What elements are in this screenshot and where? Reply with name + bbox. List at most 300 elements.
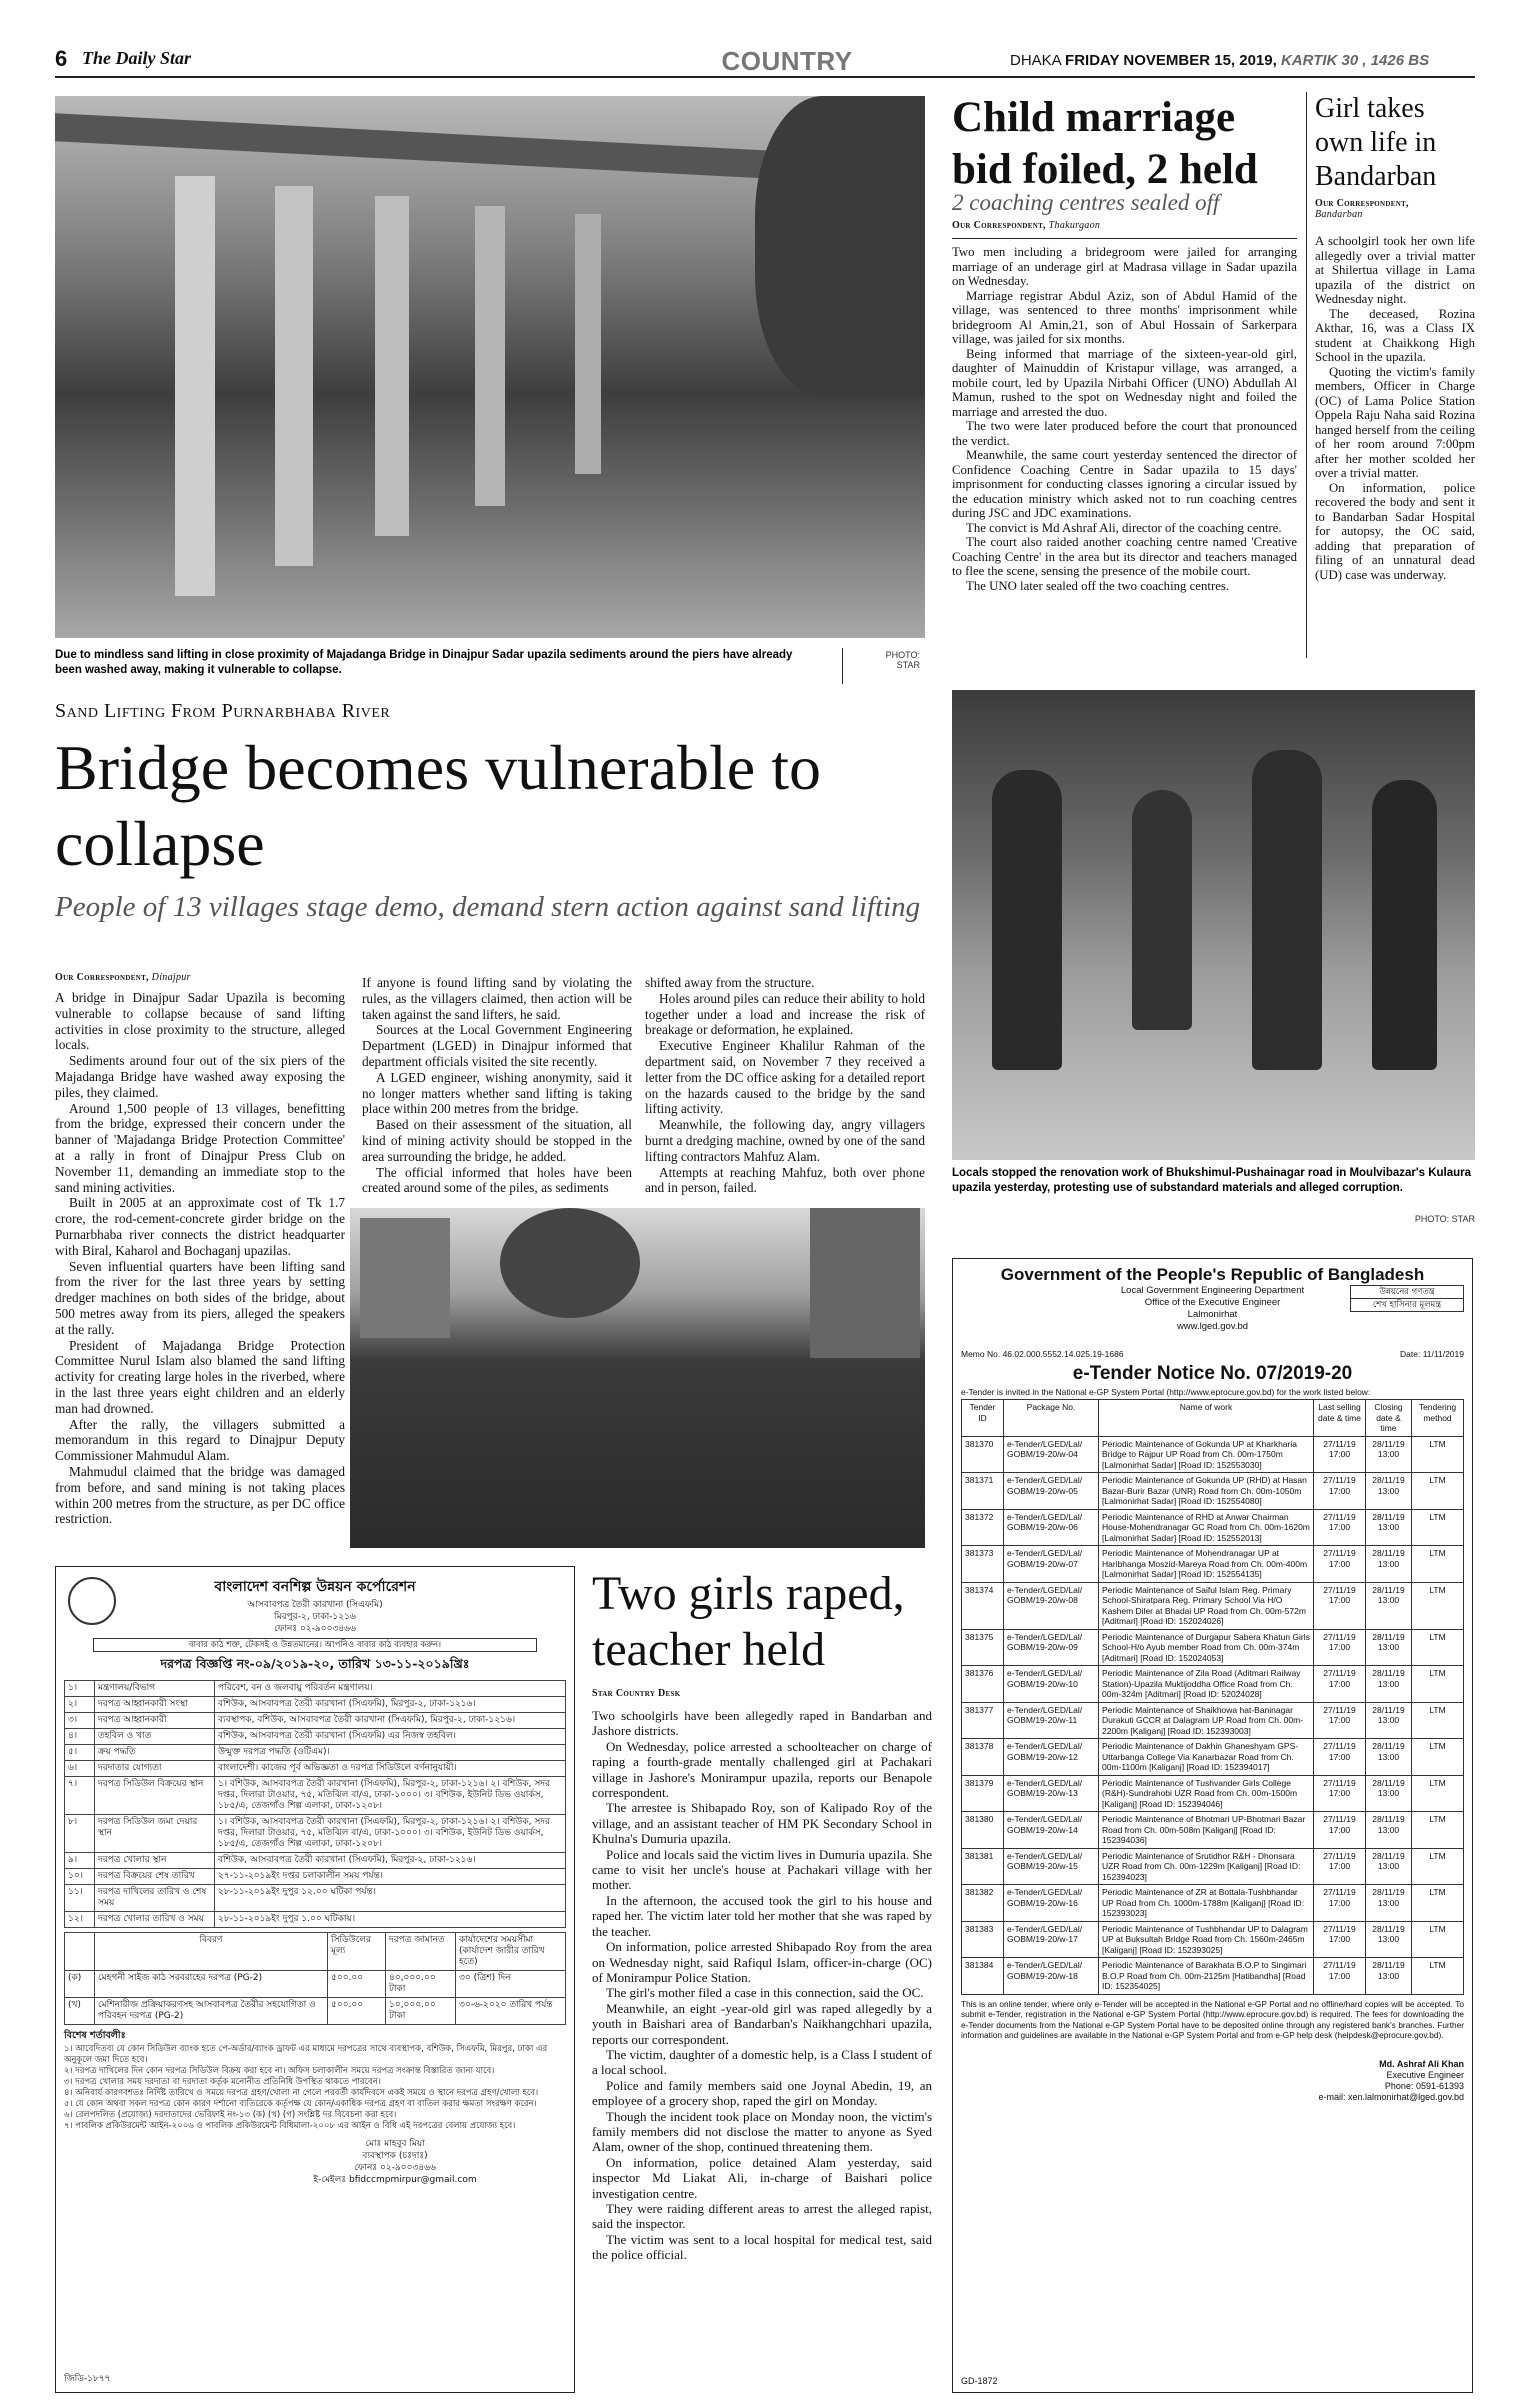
package-cell: e-Tender/LGED/Lal/ GOBM/19-20/w-06 bbox=[1004, 1509, 1099, 1546]
bfidc-term-item: ৩। দরপত্র খোলার সময় দরদাতা বা দরদাতা কর্তৃক মনোনীত প্রতিনিধি উপস্থিত থাকতে পারবেন। bbox=[64, 2077, 381, 2087]
dateline-date: FRIDAY NOVEMBER 15, 2019, bbox=[1065, 52, 1277, 69]
person-figure bbox=[1132, 790, 1192, 1030]
selling-date-cell: 27/11/19 17:00 bbox=[1314, 1775, 1366, 1812]
byline-place: Dinajpur bbox=[151, 972, 191, 983]
two-girls-headline: Two girls raped, teacher held bbox=[592, 1567, 905, 1676]
paragraph: Holes around piles can reduce their ability to hold together under a load and increase the risk of breakage or deformation, he explained. bbox=[645, 990, 925, 1038]
closing-date-cell: 28/11/19 13:00 bbox=[1366, 1546, 1412, 1583]
paragraph: The official informed that holes have been created around some of the piles, as sediments bbox=[362, 1164, 632, 1196]
serial-cell: ১০। bbox=[65, 1869, 95, 1885]
serial-cell: ২। bbox=[65, 1697, 95, 1713]
work-name-cell: Periodic Maintenance of RHD at Anwar Chairman House-Mohendranagar GC Road from Ch. 00m-1620m [Lalmonirhat Sadar] [Road ID: 152552013] bbox=[1099, 1509, 1314, 1546]
closing-date-cell: 28/11/19 13:00 bbox=[1366, 1885, 1412, 1922]
person-figure bbox=[992, 770, 1062, 1070]
method-cell: LTM bbox=[1412, 1436, 1464, 1473]
deadline-cell: ৩০-৬-২০২০ তারিখ পর্যন্ত bbox=[456, 1998, 566, 2025]
paragraph: Two schoolgirls have been allegedly raped in Bandarban and Jashore districts. bbox=[592, 1708, 932, 1739]
serial-cell: ৮। bbox=[65, 1815, 95, 1853]
selling-date-cell: 27/11/19 17:00 bbox=[1314, 1958, 1366, 1995]
bfidc-gd-number: জিডি-১৮৭৭ bbox=[64, 2374, 111, 2384]
paragraph: Seven influential quarters have been lifting sand from the river for the last three years by setting dredger machines on both sides of the bridge, about 500 metres away from its piers, alleged the speakers at the rally. bbox=[55, 1258, 345, 1337]
column-header: Tendering method bbox=[1412, 1400, 1464, 1437]
serial-cell: ১। bbox=[65, 1681, 95, 1697]
paragraph: After the rally, the villagers submitted a memorandum in this regard to Dinajpur Deputy Commissioner Mahmudul Alam. bbox=[55, 1416, 345, 1464]
paragraph: A bridge in Dinajpur Sadar Upazila is becoming vulnerable to collapse because of sand lifting activities in close proximity to the structure, alleged locals. bbox=[55, 990, 345, 1053]
package-cell: e-Tender/LGED/Lal/ GOBM/19-20/w-14 bbox=[1004, 1812, 1099, 1849]
paragraph: Sources at the Local Government Engineering Department (LGED) in Dinajpur informed that department officials visited the site recently. bbox=[362, 1022, 632, 1069]
tender-table-row bbox=[962, 1885, 1464, 1922]
paragraph: A LGED engineer, wishing anonymity, said it no longer matters whether sand lifting is taking place within 200 metres from the bridge. bbox=[362, 1069, 632, 1117]
paragraph: The court also raided another coaching centre named 'Creative Coaching Centre' in the area but its director and teachers managed to flee the scene, sensing the presence of the mobile court. bbox=[952, 535, 1297, 578]
building bbox=[810, 1208, 920, 1358]
paragraph: Sediments around four out of the six piers of the Majadanga Bridge have washed away exposing the piles, they claimed. bbox=[55, 1053, 345, 1100]
bfidc-sub2: মিরপুর-২, ঢাকা-১২১৬ bbox=[274, 1612, 356, 1622]
page-number: 6 bbox=[55, 46, 68, 71]
field-value-cell: বাংলাদেশী। কাজের পূর্ব অভিজ্ঞতা ও দরপত্র সিডিউলে বর্ণনানুযায়ী। bbox=[215, 1761, 566, 1777]
tender-table bbox=[961, 1399, 1464, 1995]
bfidc-term-item: ১। আবেদিতব্য যে কোন সিডিউল ব্যাংক হতে পে-অর্ডার/ব্যাংক ড্রাফট এর মাধ্যমে দরপত্রের সাথে ব্যবস্থাপক, বশিউক, সিএফমি, মিরপুর, ঢাকা এর অনুকূলে জমা দিতে হবে। bbox=[64, 2044, 548, 2065]
caption-divider bbox=[842, 648, 843, 684]
package-cell: e-Tender/LGED/Lal/ GOBM/19-20/w-10 bbox=[1004, 1666, 1099, 1703]
paragraph: On Wednesday, police arrested a schoolteacher on charge of raping a fourth-grade mentally challenged girl at Pachakari village in Jashore's Monirampur upazila, reports our Benapole correspondent. bbox=[592, 1738, 932, 1801]
bfidc-info-row bbox=[65, 1885, 566, 1912]
tender-gov-title: Government of the People's Republic of Bangladesh bbox=[1000, 1265, 1425, 1284]
bridge-pier bbox=[475, 206, 505, 506]
closing-date-cell: 28/11/19 13:00 bbox=[1366, 1509, 1412, 1546]
paragraph: Being informed that marriage of the sixteen-year-old girl, daughter of Mainuddin of Kristapur village, was arranged, a mobile court, led by Upazila Nirbahi Officer (UNO) Abdullah Al Mamun, rushed to the spot on Wednesday night and foiled the marriage and arrested the duo. bbox=[952, 346, 1297, 419]
child-marriage-body bbox=[952, 245, 1297, 593]
tender-id-cell: 381382 bbox=[962, 1885, 1004, 1922]
bridge-col-3 bbox=[645, 975, 925, 1196]
bridge-pier bbox=[175, 176, 215, 596]
paragraph: shifted away from the structure. bbox=[645, 975, 815, 990]
selling-date-cell: 27/11/19 17:00 bbox=[1314, 1739, 1366, 1776]
bridge-byline bbox=[55, 972, 191, 983]
girl-life-byline bbox=[1315, 198, 1475, 220]
field-label-cell: ক্রয় পদ্ধতি bbox=[95, 1745, 215, 1761]
paragraph: Quoting the victim's family members, Officer in Charge (OC) of Lama Police Station Oppela Raju Naha said Rozina hanged herself from the ceiling of her room around 7:00pm after her mother scolded her over a trivial matter. bbox=[1315, 364, 1475, 480]
work-name-cell: Periodic Maintenance of Shaikhowa hat-Baninagar Durakuti GCCR at Dalagram UP Road from Ch. 00m-2200m [Kaliganj] [Road ID: 152393003] bbox=[1099, 1702, 1314, 1739]
bfidc-signer: মোঃ মাহবুব মিয়া bbox=[365, 2139, 425, 2149]
tender-table-row bbox=[962, 1921, 1464, 1958]
selling-date-cell: 27/11/19 17:00 bbox=[1314, 1812, 1366, 1849]
tender-id-cell: 381377 bbox=[962, 1702, 1004, 1739]
paragraph: In the afternoon, the accused took the girl to his house and raped her. The victim later told her mother that she was raped by the teacher. bbox=[592, 1892, 932, 1939]
work-name-cell: Periodic Maintenance of Barakhata B.O.P to Singimari B.O.P Road from Ch. 00m-2125m [Hatibandha] [Road ID: 152354025] bbox=[1099, 1958, 1314, 1995]
method-cell: LTM bbox=[1412, 1546, 1464, 1583]
paragraph: Meanwhile, the following day, angry villagers burnt a dredging machine, owned by one of the sand lifting contractors Mahfuz Alam. bbox=[645, 1117, 925, 1164]
byline-place: Bandarban bbox=[1315, 209, 1363, 220]
bridge-headline: Bridge becomes vulnerable to collapse bbox=[55, 732, 821, 879]
masthead-rule bbox=[55, 76, 1475, 78]
package-cell: e-Tender/LGED/Lal/ GOBM/19-20/w-11 bbox=[1004, 1702, 1099, 1739]
tender-note: This is an online tender, where only e-Tender will be accepted in the National e-GP Portal and no offline/hard copies will be accepted. To submit e-Tender, registration in the National e-GP System Portal (http://www.eprocure.gov.bd) is required. The fees for downloading the e-Tender documents from the National e-GP System Portal have to be deposited online through any registered bank's branches. Further information and guidelines are available in the National e-GP System Portal and from e-GP help desk (helpdesk@eprocure.gov.bd). bbox=[961, 1998, 1464, 2040]
work-name-cell: Periodic Maintenance of Tushbhandar UP to Dalagram UP at Buksultah Bridge Road from Ch. 1560m-2465m [Kaliganj] [Road ID: 152393025] bbox=[1099, 1921, 1314, 1958]
closing-date-cell: 28/11/19 13:00 bbox=[1366, 1739, 1412, 1776]
work-name-cell: Periodic Maintenance of Mohendranagar UP at Haribhanga Moszid-Mareya Road from Ch. 00m-400m [Lalmonirhat Sadar] [Road ID: 152554135] bbox=[1099, 1546, 1314, 1583]
paragraph: The arrestee is Shibapado Roy, son of Kalipado Roy of the village, and an assistant teacher of HM PK Secondary School in Khulna's Dumuria upazila. bbox=[592, 1800, 932, 1847]
paragraph: Meanwhile, the same court yesterday sentenced the director of Confidence Coaching Centre in Sadar upazila to 15 days' imprisonment for conducting classes ignoring a circular issued by the education ministry which asked not to run coaching centres during JSC and JDC examinations. bbox=[952, 448, 1297, 520]
field-value-cell: বশিউক, আসবাবপত্র তৈরী কারখানা (সিএফমি), মিরপুর-২, ঢাকা-১২১৬। bbox=[215, 1697, 566, 1713]
bfidc-info-row bbox=[65, 1697, 566, 1713]
method-cell: LTM bbox=[1412, 1473, 1464, 1510]
paragraph: A schoolgirl took her own life allegedly over a trivial matter at Shilertua village in Lama upazila of the district on Wednesday night. bbox=[1315, 234, 1475, 306]
tender-place: Lalmonirhat bbox=[1187, 1309, 1238, 1320]
package-cell: e-Tender/LGED/Lal/ GOBM/19-20/w-05 bbox=[1004, 1473, 1099, 1510]
child-marriage-byline bbox=[952, 220, 1100, 231]
paragraph: On information, police detained Alam yesterday, said inspector Md Liakat Ali, in-charge of Baishari police investigation centre. bbox=[592, 2154, 932, 2201]
serial-cell: ৯। bbox=[65, 1853, 95, 1869]
bfidc-info-row bbox=[65, 1681, 566, 1697]
bfidc-info-row bbox=[65, 1815, 566, 1853]
tender-id-cell: 381371 bbox=[962, 1473, 1004, 1510]
tender-memo: Memo No. 46.02.000.5552.14.025.19-1686 bbox=[961, 1349, 1124, 1359]
tender-table-row bbox=[962, 1848, 1464, 1885]
method-cell: LTM bbox=[1412, 1666, 1464, 1703]
tender-id-cell: 381370 bbox=[962, 1436, 1004, 1473]
bfidc-work-row bbox=[65, 1998, 566, 2025]
closing-date-cell: 28/11/19 13:00 bbox=[1366, 1921, 1412, 1958]
bridge-pier bbox=[575, 214, 601, 474]
slogan-line-1: উন্নয়নের গণতন্ত্র bbox=[1379, 1287, 1435, 1297]
byline-label: Our Correspondent, bbox=[55, 972, 149, 983]
method-cell: LTM bbox=[1412, 1702, 1464, 1739]
tender-table-row bbox=[962, 1812, 1464, 1849]
serial-cell: ৭। bbox=[65, 1777, 95, 1815]
tender-slogan-box bbox=[1350, 1285, 1464, 1312]
tender-id-cell: 381376 bbox=[962, 1666, 1004, 1703]
selling-date-cell: 27/11/19 17:00 bbox=[1314, 1546, 1366, 1583]
closing-date-cell: 28/11/19 13:00 bbox=[1366, 1702, 1412, 1739]
bfidc-term-item: ৪। অনিবার্য কারণবশতঃ নির্দিষ্ট তারিখে ও সময়ে দরপত্র গ্রহণ/খোলা না গেলে পরবর্তী কার্যদিবসে একই সময়ে ও স্থানে দরপত্র গ্রহণ/খোলা হবে। bbox=[64, 2088, 539, 2098]
serial-cell: (ক) bbox=[65, 1971, 95, 1998]
field-label-cell: দরপত্র বিক্রয়ের শেষ তারিখ bbox=[95, 1869, 215, 1885]
column-rule bbox=[1306, 92, 1307, 658]
bfidc-info-row bbox=[65, 1713, 566, 1729]
closing-date-cell: 28/11/19 13:00 bbox=[1366, 1812, 1412, 1849]
tender-id-cell: 381380 bbox=[962, 1812, 1004, 1849]
column-header: Closing date & time bbox=[1366, 1400, 1412, 1437]
byline-label: Our Correspondent, bbox=[1315, 198, 1409, 209]
field-label-cell: দরপত্র আহ্বানকারী bbox=[95, 1713, 215, 1729]
bfidc-info-row bbox=[65, 1761, 566, 1777]
field-value-cell: ব্যবস্থাপক, বশিউক, আসবাবপত্র তৈরী কারখানা (সিএফমি), মিরপুর-২, ঢাকা-১২১৬। bbox=[215, 1713, 566, 1729]
bridge-col-2 bbox=[362, 975, 632, 1196]
tender-table-row bbox=[962, 1629, 1464, 1666]
work-name-cell: Periodic Maintenance of Saiful Islam Reg. Primary School-Shiratpara Reg. Primary School Via H/O Kashem Diler at Bhadai UP Road from Ch. 00m-572m [Aditmari] [Road ID: 152024026] bbox=[1099, 1582, 1314, 1629]
dateline bbox=[1010, 52, 1429, 69]
method-cell: LTM bbox=[1412, 1921, 1464, 1958]
package-cell: e-Tender/LGED/Lal/ GOBM/19-20/w-12 bbox=[1004, 1739, 1099, 1776]
tender-table-row bbox=[962, 1666, 1464, 1703]
package-cell: e-Tender/LGED/Lal/ GOBM/19-20/w-16 bbox=[1004, 1885, 1099, 1922]
serial-cell: ৪। bbox=[65, 1729, 95, 1745]
closing-date-cell: 28/11/19 13:00 bbox=[1366, 1958, 1412, 1995]
paragraph: Executive Engineer Khalilur Rahman of the department said, on November 7 they received a letter from the DC office asking for a detailed report on the hazards caused to the bridge by the sand lifting activity. bbox=[645, 1038, 925, 1117]
bridge-subhead: People of 13 villages stage demo, demand stern action against sand lifting bbox=[55, 891, 921, 923]
serial-cell: ৩। bbox=[65, 1713, 95, 1729]
selling-date-cell: 27/11/19 17:00 bbox=[1314, 1666, 1366, 1703]
field-label-cell: দরপত্র খোলার তারিখ ও সময় bbox=[95, 1912, 215, 1928]
works-header bbox=[65, 1933, 566, 1971]
package-cell: e-Tender/LGED/Lal/ GOBM/19-20/w-04 bbox=[1004, 1436, 1099, 1473]
paragraph: Based on their assessment of the situation, all kind of mining activity should be stopped in the area surrounding the bridge, he added. bbox=[362, 1117, 632, 1164]
tender-table-row bbox=[962, 1702, 1464, 1739]
bfidc-term-item: ২। দরপত্র দাখিলের দিন কোন দরপত্র সিডিউল বিক্রয় করা হবে না। অফিস চলাকালীন সময়ে দরপত্র সংক্রান্ত বিস্তারিত জানা যাবে। bbox=[64, 2066, 495, 2076]
girl-life-headline: Girl takes own life in Bandarban bbox=[1315, 93, 1437, 192]
method-cell: LTM bbox=[1412, 1848, 1464, 1885]
tender-id-cell: 381378 bbox=[962, 1739, 1004, 1776]
person-figure bbox=[1252, 750, 1322, 1070]
bridge-kicker: Sand Lifting From Purnarbhaba River bbox=[55, 700, 391, 722]
bfidc-term-item: ৬। রেলপদলিত (প্রযোজ্য) দরদাতাদের ভেরিফাই নং-১৩ (ক) (খ) (গ) সংশ্লিষ্ট দর বিবেচনা করা হবে। bbox=[64, 2110, 397, 2120]
paragraph: The deceased, Rozina Akthar, 16, was a Class IX student at Chaikkong High School in the upazila. bbox=[1315, 306, 1475, 364]
bridge-photo bbox=[55, 96, 925, 638]
security-cell: ১০,০০০.০০ টাকা bbox=[386, 1998, 456, 2025]
schedule-price-cell: ৫০০.০০ bbox=[328, 1971, 386, 1998]
bfidc-logo bbox=[68, 1577, 116, 1625]
paragraph: The victim was sent to a local hospital for medical test, said the police official. bbox=[592, 2231, 932, 2263]
paragraph: Built in 2005 at an approximate cost of Tk 1.7 crore, the rod-cement-concrete girder bridge on the Purnarbhaba river connects the district headquarter with Biral, Kaharol and Bochaganj upazilas. bbox=[55, 1195, 345, 1258]
road-protest-photo bbox=[952, 690, 1475, 1160]
closing-date-cell: 28/11/19 13:00 bbox=[1366, 1775, 1412, 1812]
field-label-cell: দরপত্র আহ্বানকারী সংস্থা bbox=[95, 1697, 215, 1713]
field-value-cell: ১। বশিউক, আসবাবপত্র তৈরী কারখানা (সিএফমি), মিরপুর-২, ঢাকা-১২১৬। ২। বশিউক, সদর দপ্তর, দিলারা টাওয়ার, ৭৫, মতিঝিল বা/এ, ঢাকা-১০০০। ৩। বশিউক, ইউনিট ডিভ ওয়ার্কস, ১৮৫/এ, তেজগাঁও শিল্প এলাকা, ঢাকা-১২০৮। bbox=[215, 1777, 566, 1815]
tender-gd-number: GD-1872 bbox=[961, 2376, 998, 2386]
method-cell: LTM bbox=[1412, 1739, 1464, 1776]
bfidc-sub3: ফোনঃ ০২-৯০০৩৪৬৬ bbox=[274, 1624, 356, 1634]
tender-table-row bbox=[962, 1509, 1464, 1546]
section-name: COUNTRY bbox=[721, 46, 853, 76]
tender-table-row bbox=[962, 1739, 1464, 1776]
bfidc-works-table bbox=[64, 1932, 566, 2025]
tender-id-cell: 381372 bbox=[962, 1509, 1004, 1546]
byline-place: Thakurgaon bbox=[1048, 220, 1101, 231]
tree bbox=[500, 1208, 640, 1318]
paragraph: They were raiding different areas to arrest the alleged rapist, said the inspector. bbox=[592, 2201, 932, 2232]
paragraph: Marriage registrar Abdul Aziz, son of Abdul Hamid of the village, was sentenced to three months' imprisonment while bridegroom Al Amin,21, son of Abul Hossain of Sarkerpara village, was jailed for six months. bbox=[952, 288, 1297, 346]
closing-date-cell: 28/11/19 13:00 bbox=[1366, 1666, 1412, 1703]
selling-date-cell: 27/11/19 17:00 bbox=[1314, 1885, 1366, 1922]
selling-date-cell: 27/11/19 17:00 bbox=[1314, 1582, 1366, 1629]
serial-cell: ১১। bbox=[65, 1885, 95, 1912]
work-name-cell: Periodic Maintenance of Bhotmari UP-Bhotmari Bazar Road from Ch. 00m-508m [Kaliganj] [Road ID: 152394036] bbox=[1099, 1812, 1314, 1849]
bfidc-info-row bbox=[65, 1729, 566, 1745]
serial-cell: ৫। bbox=[65, 1745, 95, 1761]
tender-phone: Phone: 0591-61393 bbox=[1384, 2080, 1464, 2091]
package-cell: e-Tender/LGED/Lal/ GOBM/19-20/w-17 bbox=[1004, 1921, 1099, 1958]
tender-table-row bbox=[962, 1436, 1464, 1473]
selling-date-cell: 27/11/19 17:00 bbox=[1314, 1509, 1366, 1546]
deadline-cell: ৩০ (ত্রিশ) দিন bbox=[456, 1971, 566, 1998]
selling-date-cell: 27/11/19 17:00 bbox=[1314, 1848, 1366, 1885]
tender-signer: Md. Ashraf Ali Khan bbox=[1379, 2058, 1464, 2069]
paragraph: Around 1,500 people of 13 villages, benefitting from the bridge, expressed their concern under the banner of 'Majadanga Bridge Protection Committee' at a rally in front of Dinajpur Press Club on November 11, demanding an immediate stop to the sand mining activities. bbox=[55, 1100, 345, 1195]
work-name-cell: Periodic Maintenance of Srutidhor R&H - Dhonsara UZR Road from Ch. 00m-1229m [Kaliganj] [Road ID: 152394023] bbox=[1099, 1848, 1314, 1885]
two-girls-byline: Star Country Desk bbox=[592, 1688, 681, 1699]
selling-date-cell: 27/11/19 17:00 bbox=[1314, 1702, 1366, 1739]
work-name-cell: Periodic Maintenance of Durgapur Sabera Khatun Girls School-H/o Ayub member Road from Ch. 00m-374m [Aditmari] [Road ID: 152024053] bbox=[1099, 1629, 1314, 1666]
tender-website: www.lged.gov.bd bbox=[1176, 1321, 1249, 1332]
tender-email: e-mail: xen.lalmonirhat@lged.gov.bd bbox=[1318, 2091, 1464, 2102]
field-value-cell: ১। বশিউক, আসবাবপত্র তৈরী কারখানা (সিএফমি), মিরপুর-২, ঢাকা-১২১৬। ২। বশিউক, সদর দপ্তর, দিলারা টাওয়ার, ৭৫, মতিঝিল বা/এ, ঢাকা-১০০০। ৩। বশিউক, ইউনিট ডিভ ওয়ার্কস, ১৮৫/এ, তেজগাঁও শিল্প এলাকা, ঢাকা-১২০৮। bbox=[215, 1815, 566, 1853]
tender-id-cell: 381374 bbox=[962, 1582, 1004, 1629]
tender-table-row bbox=[962, 1546, 1464, 1583]
bfidc-email: ই-মেইলঃ bfidccmpmirpur@gmail.com bbox=[313, 2175, 477, 2185]
method-cell: LTM bbox=[1412, 1885, 1464, 1922]
paragraph: Meanwhile, an eight -year-old girl was raped allegedly by a youth in Baishari area of Bandarban's Naikhangchhari upazila, reports our correspondent. bbox=[592, 2000, 932, 2047]
field-label-cell: তহবিল ও খাত bbox=[95, 1729, 215, 1745]
field-value-cell: ২৮-১১-২০১৯ইং দুপুর ১.০০ ঘটিকায়। bbox=[215, 1912, 566, 1928]
closing-date-cell: 28/11/19 13:00 bbox=[1366, 1848, 1412, 1885]
column-header bbox=[65, 1933, 95, 1971]
bridge-photo-caption: Due to mindless sand lifting in close proximity of Majadanga Bridge in Dinajpur Sadar upazila sediments around the piers have already been washed away, making it vulnerable to collapse. bbox=[55, 649, 793, 676]
paragraph: The convict is Md Ashraf Ali, director of the coaching centre. bbox=[966, 520, 1282, 535]
tender-id-cell: 381375 bbox=[962, 1629, 1004, 1666]
tender-date: Date: 11/11/2019 bbox=[1400, 1349, 1464, 1359]
method-cell: LTM bbox=[1412, 1629, 1464, 1666]
bfidc-info-row bbox=[65, 1869, 566, 1885]
work-name-cell: Periodic Maintenance of ZR at Bottala-Tushbhandar UP Road from Ch. 1000m-1788m [Kaliganj] [Road ID: 152393023] bbox=[1099, 1885, 1314, 1922]
bridge-photo-credit: PHOTO: STAR bbox=[885, 650, 920, 670]
paragraph: Attempts at reaching Mahfuz, both over phone and in person, failed. bbox=[645, 1164, 925, 1196]
tree-cluster bbox=[755, 96, 925, 396]
package-cell: e-Tender/LGED/Lal/ GOBM/19-20/w-08 bbox=[1004, 1582, 1099, 1629]
work-name-cell: Periodic Maintenance of Gokunda UP (RHD) at Hasan Bazar-Burir Bazar (UNR) Road from Ch. 00m-1050m [Lalmonirhat Sadar] [Road ID: 152554080] bbox=[1099, 1473, 1314, 1510]
bridge-pier bbox=[275, 186, 313, 566]
bfidc-work-row bbox=[65, 1971, 566, 1998]
bfidc-terms bbox=[64, 2044, 566, 2132]
tender-id-cell: 381379 bbox=[962, 1775, 1004, 1812]
paragraph: On information, police recovered the body and sent it to Bandarban Sadar Hospital for autopsy, the OC said, adding that preparation of filing of an unnatural dead (UD) case was underway. bbox=[1315, 480, 1475, 582]
paragraph: Two men including a bridegroom were jailed for arranging marriage of an underage girl at Madrasa village in Sadar upazila on Wednesday. bbox=[952, 245, 1297, 288]
field-label-cell: দরপত্র খোলার স্থান bbox=[95, 1853, 215, 1869]
paragraph: The girl's mother filed a case in this connection, said the OC. bbox=[606, 1985, 924, 2001]
package-cell: e-Tender/LGED/Lal/ GOBM/19-20/w-15 bbox=[1004, 1848, 1099, 1885]
column-header: সিডিউলের মূল্য bbox=[328, 1933, 386, 1971]
bfidc-info-row bbox=[65, 1745, 566, 1761]
column-header: Tender ID bbox=[962, 1400, 1004, 1437]
lged-tender-ad bbox=[952, 1258, 1473, 2393]
closing-date-cell: 28/11/19 13:00 bbox=[1366, 1629, 1412, 1666]
serial-cell: (খ) bbox=[65, 1998, 95, 2025]
person-figure bbox=[1372, 780, 1437, 1070]
field-value-cell: ২৮-১১-২০১৯ইং দুপুর ১২.০০ ঘটিকা পর্যন্ত। bbox=[215, 1885, 566, 1912]
column-header: Last selling date & time bbox=[1314, 1400, 1366, 1437]
field-label-cell: দরদাতার যোগ্যতা bbox=[95, 1761, 215, 1777]
field-label-cell: দরপত্র দাখিলের তারিখ ও শেষ সময় bbox=[95, 1885, 215, 1912]
tender-id-cell: 381373 bbox=[962, 1546, 1004, 1583]
method-cell: LTM bbox=[1412, 1509, 1464, 1546]
child-marriage-headline: Child marriage bid foiled, 2 held bbox=[952, 94, 1258, 193]
tender-notice-title: e-Tender Notice No. 07/2019-20 bbox=[1072, 1363, 1353, 1384]
tender-table-row bbox=[962, 1958, 1464, 1995]
paragraph: Though the incident took place on Monday noon, the victim's family members did not disclose the matter to anyone as Syed Alam, owner of the shop, continued threatening them. bbox=[592, 2108, 932, 2155]
selling-date-cell: 27/11/19 17:00 bbox=[1314, 1473, 1366, 1510]
package-cell: e-Tender/LGED/Lal/ GOBM/19-20/w-13 bbox=[1004, 1775, 1099, 1812]
column-header: কার্যাদেশের সময়সীমা (কার্যাদেশ জারীর তারিখ হতে) bbox=[456, 1933, 566, 1971]
road-photo-caption: Locals stopped the renovation work of Bhukshimul-Pushainagar road in Moulvibazar's Kulaura upazila yesterday, protesting use of substandard materials and alleged corruption. bbox=[952, 1167, 1472, 1194]
tender-dept: Local Government Engineering Department bbox=[1120, 1285, 1305, 1296]
tender-intro: e-Tender is invited in the National e-GP System Portal (http://www.eprocure.gov.bd) for the work listed below: bbox=[961, 1387, 1371, 1397]
bfidc-term-item: ৫। যে কোন অথবা সকল দরপত্র কোন কারণ দর্শানো ব্যতিরেকে কর্তৃপক্ষ যে কোন/একাধিক দরপত্র গ্রহণ বা বাতিল করার ক্ষমতা সংরক্ষণ করেন। bbox=[64, 2099, 537, 2109]
bfidc-sub1: আসবাবপত্র তৈরী কারখানা (সিএফমি) bbox=[247, 1600, 383, 1610]
package-cell: e-Tender/LGED/Lal/ GOBM/19-20/w-09 bbox=[1004, 1629, 1099, 1666]
story-divider bbox=[952, 238, 1297, 239]
field-label-cell: দরপত্র সিডিউল জমা দেয়ার স্থান bbox=[95, 1815, 215, 1853]
tender-id-cell: 381384 bbox=[962, 1958, 1004, 1995]
bfidc-info-row bbox=[65, 1912, 566, 1928]
tender-signer-title: Executive Engineer bbox=[1386, 2069, 1464, 2080]
selling-date-cell: 27/11/19 17:00 bbox=[1314, 1436, 1366, 1473]
bfidc-term-item: ৭। পাবলিক প্রকিউরমেন্ট আইন-২০০৬ ও পাবলিক প্রকিউরমেন্ট বিধিমালা-২০০৮ এর আইন ও বিধি এই দরপত্রের বেলায় প্রযোজ্য হবে। bbox=[64, 2121, 516, 2131]
paragraph: The two were later produced before the court that pronounced the verdict. bbox=[952, 419, 1297, 448]
work-name-cell: Periodic Maintenance of Tushvander Girls College (R&H)-Sundrahobi UZR Road from Ch. 00m-1500m [Kaliganj] [Road ID: 152394046] bbox=[1099, 1775, 1314, 1812]
bridge-pier bbox=[375, 196, 409, 536]
tender-table-row bbox=[962, 1775, 1464, 1812]
column-header: বিবরণ bbox=[95, 1933, 328, 1971]
bfidc-info-row bbox=[65, 1853, 566, 1869]
work-name-cell: Periodic Maintenance of Gokunda UP at Kharkharia Bridge to Rajpur UP Road from Ch. 00m-1750m [Lalmonirhat Sadar] [Road ID: 152553030] bbox=[1099, 1436, 1314, 1473]
paragraph: Police and locals said the victim lives in Dumuria upazila. She came to visit her uncle's house at Pachakari village with her mother. bbox=[592, 1846, 932, 1893]
child-marriage-subhead: 2 coaching centres sealed off bbox=[952, 190, 1220, 215]
paragraph: On information, police arrested Shibapado Roy from the area on Wednesday night, said Rafiqul Islam, officer-in-charge (OC) of Monirampur Police Station. bbox=[592, 1939, 932, 1985]
work-desc-cell: মেহগনী সাইজ কাঠ সরবরাহের দরপত্র (PG-2) bbox=[95, 1971, 328, 1998]
bfidc-tender-ad bbox=[55, 1566, 575, 2393]
paragraph: The UNO later sealed off the two coaching centres. bbox=[966, 578, 1230, 593]
tender-id-cell: 381381 bbox=[962, 1848, 1004, 1885]
schedule-price-cell: ৫০০.০০ bbox=[328, 1998, 386, 2025]
package-cell: e-Tender/LGED/Lal/ GOBM/19-20/w-07 bbox=[1004, 1546, 1099, 1583]
field-value-cell: বশিউক, আসবাবপত্র তৈরী কারখানা (সিএফমি) এর নিজস্ব তহবিল। bbox=[215, 1729, 566, 1745]
method-cell: LTM bbox=[1412, 1812, 1464, 1849]
field-label-cell: দরপত্র সিডিউল বিক্রয়ের স্থান bbox=[95, 1777, 215, 1815]
paragraph: If anyone is found lifting sand by violating the rules, as the villagers claimed, then action will be taken against the sand lifters, he said. bbox=[362, 975, 632, 1022]
bfidc-notice-title: দরপত্র বিজ্ঞপ্তি নং-০৯/২০১৯-২০, তারিখ ১৩-১১-২০১৯খ্রিঃ bbox=[160, 1656, 470, 1671]
method-cell: LTM bbox=[1412, 1775, 1464, 1812]
girl-life-body bbox=[1315, 234, 1475, 582]
bfidc-info-table bbox=[64, 1680, 566, 1928]
bfidc-signer-title: ব্যবস্থাপক (চঃদাঃ) bbox=[362, 2151, 428, 2161]
method-cell: LTM bbox=[1412, 1958, 1464, 1995]
field-value-cell: ২৭-১১-২০১৯ইং দপ্তর চলাকালীন সময় পর্যন্ত। bbox=[215, 1869, 566, 1885]
column-header: Package No. bbox=[1004, 1400, 1099, 1437]
road-photo-credit: PHOTO: STAR bbox=[1414, 1214, 1475, 1224]
closing-date-cell: 28/11/19 13:00 bbox=[1366, 1582, 1412, 1629]
field-value-cell: বশিউক, আসবাবপত্র তৈরী কারখানা (সিএফমি), মিরপুর-২, ঢাকা-১২১৬। bbox=[215, 1853, 566, 1869]
field-value-cell: উন্মুক্ত দরপত্র পদ্ধতি (ওটিএম)। bbox=[215, 1745, 566, 1761]
package-cell: e-Tender/LGED/Lal/ GOBM/19-20/w-18 bbox=[1004, 1958, 1099, 1995]
bridge-col-1 bbox=[55, 990, 345, 1527]
dateline-city: DHAKA bbox=[1010, 52, 1061, 69]
work-name-cell: Periodic Maintenance of Zila Road (Aditmari Railway Station)-Upazila Muktijoddha Office Road from Ch. 00m-324m [Aditmari] [Road ID: 52024028] bbox=[1099, 1666, 1314, 1703]
two-girls-body bbox=[592, 1708, 932, 2263]
paragraph: Mahmudul claimed that the bridge was damaged from before, and sand mining is not taking places within 200 metres from the structure, as per DC office restriction. bbox=[55, 1463, 345, 1527]
bfidc-signer-phone: ফোনঃ ০২-৯০০৩৪৬৬ bbox=[354, 2163, 436, 2173]
method-cell: LTM bbox=[1412, 1582, 1464, 1629]
paragraph: The victim, daughter of a domestic help, is a Class I student of a local school. bbox=[592, 2046, 932, 2078]
tender-table-row bbox=[962, 1473, 1464, 1510]
field-label-cell: মন্ত্রণালয়/বিভাগ bbox=[95, 1681, 215, 1697]
byline-label: Our Correspondent, bbox=[952, 220, 1046, 231]
tender-table-row bbox=[962, 1582, 1464, 1629]
closing-date-cell: 28/11/19 13:00 bbox=[1366, 1436, 1412, 1473]
selling-date-cell: 27/11/19 17:00 bbox=[1314, 1629, 1366, 1666]
paragraph: President of Majadanga Bridge Protection Committee Nurul Islam also blamed the sand lifting activity for creating large holes in the riverbed, where in the last three years eight children and an elderly man had drowned. bbox=[55, 1337, 345, 1416]
rally-photo bbox=[350, 1208, 925, 1548]
bfidc-terms-title: বিশেষ শর্তাবলীঃ bbox=[64, 2030, 126, 2041]
bfidc-title: বাংলাদেশ বনশিল্প উন্নয়ন কর্পোরেশন bbox=[214, 1579, 416, 1595]
